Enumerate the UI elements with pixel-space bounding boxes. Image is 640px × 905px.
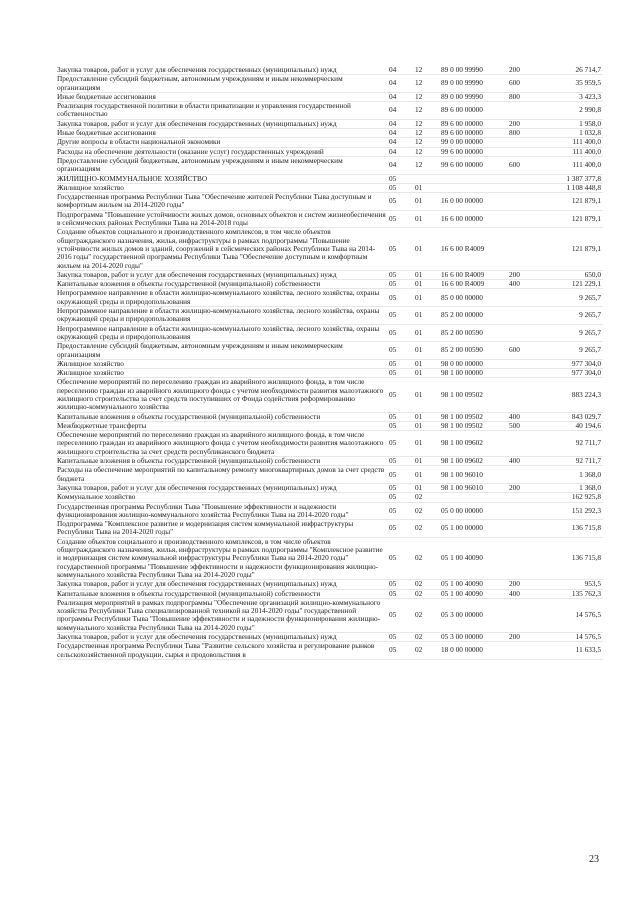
- row-amount: 121 879,1: [543, 210, 603, 228]
- row-target-article: 98 1 00 09502: [441, 421, 509, 430]
- row-target-article: 98 1 00 96010: [441, 483, 509, 492]
- table-row: [57, 342, 603, 360]
- row-section: 05: [389, 378, 415, 412]
- row-subsection: 12: [415, 119, 441, 128]
- row-target-article: 16 6 00 R4009: [441, 228, 509, 270]
- row-name: Капитальные вложения в объекты государственной (муниципальной) собственности: [57, 280, 389, 289]
- row-subsection: 01: [415, 369, 441, 378]
- row-amount: 1 387 377,8: [543, 174, 603, 183]
- row-subsection: 02: [415, 520, 441, 538]
- budget-table: [57, 66, 603, 660]
- row-expense-type: [509, 598, 543, 632]
- table-row: [57, 431, 603, 457]
- table-row: [57, 75, 603, 93]
- row-section: 05: [389, 520, 415, 538]
- row-expense-type: [509, 183, 543, 192]
- row-expense-type: [509, 537, 543, 579]
- row-name: Предоставление субсидий бюджетным, автономным учреждениям и иным некоммерческим организациям: [57, 342, 389, 360]
- row-name: Коммунальное хозяйство: [57, 493, 389, 502]
- row-expense-type: [509, 369, 543, 378]
- row-subsection: 01: [415, 193, 441, 211]
- row-target-article: 89 0 00 99990: [441, 75, 509, 93]
- row-section: 05: [389, 502, 415, 520]
- row-amount: 9 265,7: [543, 307, 603, 325]
- row-target-article: 16 6 00 R4009: [441, 280, 509, 289]
- row-expense-type: [509, 102, 543, 120]
- row-target-article: 05 3 00 00000: [441, 598, 509, 632]
- row-expense-type: 500: [509, 421, 543, 430]
- row-subsection: 01: [415, 421, 441, 430]
- row-name: Закупка товаров, работ и услуг для обеспечения государственных (муниципальных) нужд: [57, 119, 389, 128]
- row-target-article: 16 0 00 00000: [441, 193, 509, 211]
- row-amount: 111 400,0: [543, 138, 603, 147]
- row-amount: 1 368,0: [543, 483, 603, 492]
- row-expense-type: [509, 289, 543, 307]
- row-expense-type: [509, 359, 543, 368]
- row-amount: 162 925,8: [543, 493, 603, 502]
- row-amount: 111 400,0: [543, 147, 603, 156]
- table-row: [57, 193, 603, 211]
- row-expense-type: 200: [509, 66, 543, 75]
- row-amount: 136 715,8: [543, 520, 603, 538]
- row-name: Иные бюджетные ассигнования: [57, 129, 389, 138]
- row-subsection: 01: [415, 457, 441, 466]
- row-target-article: 98 1 00 09602: [441, 431, 509, 457]
- row-section: 05: [389, 270, 415, 279]
- row-target-article: 05 3 00 00000: [441, 633, 509, 642]
- table-row: [57, 537, 603, 579]
- table-row: [57, 210, 603, 228]
- row-expense-type: [509, 307, 543, 325]
- row-target-article: 05 1 00 00000: [441, 520, 509, 538]
- row-amount: 135 762,3: [543, 589, 603, 598]
- row-subsection: 12: [415, 147, 441, 156]
- row-name: Предоставление субсидий бюджетным, автономным учреждениям и иным некоммерческим организациям: [57, 75, 389, 93]
- row-target-article: 99 0 00 00000: [441, 138, 509, 147]
- row-name: Жилищное хозяйство: [57, 369, 389, 378]
- row-expense-type: 600: [509, 156, 543, 174]
- row-name: Обеспечение мероприятий по переселению граждан из аварийного жилищного фонда, в том числе переселению граждан из аварийного жилищного фонда с учетом необходимости развития малоэтажного жилищного строительства за счет средств республиканского бюджета: [57, 431, 389, 457]
- row-expense-type: 200: [509, 270, 543, 279]
- row-name: Капитальные вложения в объекты государственной (муниципальной) собственности: [57, 457, 389, 466]
- row-section: 05: [389, 174, 415, 183]
- row-expense-type: 200: [509, 633, 543, 642]
- row-subsection: 02: [415, 589, 441, 598]
- table-row: [57, 580, 603, 589]
- row-subsection: 01: [415, 183, 441, 192]
- row-target-article: 99 6 00 00000: [441, 156, 509, 174]
- row-section: 05: [389, 324, 415, 342]
- row-target-article: 99 6 00 00000: [441, 147, 509, 156]
- row-name: Закупка товаров, работ и услуг для обеспечения государственных (муниципальных) нужд: [57, 633, 389, 642]
- row-subsection: 01: [415, 483, 441, 492]
- row-section: 05: [389, 421, 415, 430]
- row-subsection: 01: [415, 307, 441, 325]
- row-name: ЖИЛИЩНО-КОММУНАЛЬНОЕ ХОЗЯЙСТВО: [57, 174, 389, 183]
- row-expense-type: [509, 642, 543, 660]
- row-target-article: 98 1 00 09502: [441, 378, 509, 412]
- table-row: [57, 289, 603, 307]
- row-subsection: 01: [415, 378, 441, 412]
- row-amount: 35 959,5: [543, 75, 603, 93]
- row-amount: 883 224,3: [543, 378, 603, 412]
- row-expense-type: 800: [509, 92, 543, 101]
- table-row: [57, 493, 603, 502]
- row-name: Иные бюджетные ассигнования: [57, 92, 389, 101]
- row-section: 05: [389, 598, 415, 632]
- row-section: 05: [389, 431, 415, 457]
- row-expense-type: 600: [509, 75, 543, 93]
- table-row: [57, 156, 603, 174]
- row-subsection: 12: [415, 156, 441, 174]
- table-row: [57, 598, 603, 632]
- row-name: Жилищное хозяйство: [57, 359, 389, 368]
- row-expense-type: [509, 378, 543, 412]
- row-section: 04: [389, 147, 415, 156]
- row-expense-type: 200: [509, 580, 543, 589]
- row-section: 05: [389, 633, 415, 642]
- row-target-article: 16 6 00 00000: [441, 210, 509, 228]
- row-amount: 40 194,6: [543, 421, 603, 430]
- row-amount: 11 633,5: [543, 642, 603, 660]
- row-section: 05: [389, 589, 415, 598]
- row-expense-type: [509, 431, 543, 457]
- row-amount: 9 265,7: [543, 324, 603, 342]
- row-section: 05: [389, 342, 415, 360]
- row-section: 04: [389, 156, 415, 174]
- table-row: [57, 642, 603, 660]
- row-subsection: 02: [415, 537, 441, 579]
- row-expense-type: 400: [509, 412, 543, 421]
- row-subsection: 02: [415, 642, 441, 660]
- row-expense-type: [509, 138, 543, 147]
- row-amount: 843 029,7: [543, 412, 603, 421]
- table-row: [57, 466, 603, 484]
- row-section: 05: [389, 493, 415, 502]
- row-expense-type: [509, 493, 543, 502]
- row-target-article: 85 2 00 00590: [441, 342, 509, 360]
- row-section: 05: [389, 537, 415, 579]
- row-section: 05: [389, 210, 415, 228]
- row-target-article: [441, 183, 509, 192]
- row-amount: 92 711,7: [543, 431, 603, 457]
- table-row: [57, 228, 603, 270]
- row-subsection: 02: [415, 633, 441, 642]
- row-target-article: 98 1 00 00000: [441, 369, 509, 378]
- row-subsection: [415, 174, 441, 183]
- row-expense-type: [509, 174, 543, 183]
- row-amount: 977 304,0: [543, 359, 603, 368]
- row-section: 04: [389, 102, 415, 120]
- row-target-article: 98 1 00 09602: [441, 457, 509, 466]
- row-target-article: 05 1 00 40090: [441, 537, 509, 579]
- row-subsection: 02: [415, 502, 441, 520]
- row-expense-type: 800: [509, 129, 543, 138]
- row-expense-type: [509, 520, 543, 538]
- row-target-article: 98 1 00 96010: [441, 466, 509, 484]
- row-target-article: 05 0 00 00000: [441, 502, 509, 520]
- row-amount: 14 576,5: [543, 598, 603, 632]
- row-target-article: 85 0 00 00000: [441, 289, 509, 307]
- row-name: Закупка товаров, работ и услуг для обеспечения государственных (муниципальных) нужд: [57, 580, 389, 589]
- row-section: 05: [389, 412, 415, 421]
- row-name: Государственная программа Республики Тыва "Повышение эффективности и надежности функционирования жилищно-коммунального хозяйства Республики Тыва на 2014-2020 годы": [57, 502, 389, 520]
- row-amount: 121 879,1: [543, 193, 603, 211]
- row-section: 05: [389, 289, 415, 307]
- row-amount: 92 711,7: [543, 457, 603, 466]
- row-name: Капитальные вложения в объекты государственной (муниципальной) собственности: [57, 589, 389, 598]
- row-target-article: 98 1 00 09502: [441, 412, 509, 421]
- row-name: Жилищное хозяйство: [57, 183, 389, 192]
- row-section: 05: [389, 280, 415, 289]
- row-expense-type: 400: [509, 280, 543, 289]
- row-name: Государственная программа Республики Тыва "Развитие сельского хозяйства и регулирование рынков сельскохозяйственной продукции, сырья и продовольствия в: [57, 642, 389, 660]
- row-amount: 3 423,3: [543, 92, 603, 101]
- row-section: 05: [389, 642, 415, 660]
- row-name: Подпрограмма "Повышение устойчивости жилых домов, основных объектов и систем жизнеобеспечения в сейсмических районах Республики Тыва на 2014-2018 годы: [57, 210, 389, 228]
- row-name: Предоставление субсидий бюджетным, автономным учреждениям и иным некоммерческим организациям: [57, 156, 389, 174]
- row-subsection: 01: [415, 412, 441, 421]
- table-row: [57, 174, 603, 183]
- row-name: Закупка товаров, работ и услуг для обеспечения государственных (муниципальных) нужд: [57, 483, 389, 492]
- row-subsection: 01: [415, 270, 441, 279]
- row-name: Закупка товаров, работ и услуг для обеспечения государственных (муниципальных) нужд: [57, 66, 389, 75]
- row-name: Подпрограмма "Комплексное развитие и модернизация систем коммунальной инфраструктуры Республики Тыва на 2014-2020 годы": [57, 520, 389, 538]
- table-row: [57, 102, 603, 120]
- row-expense-type: 200: [509, 483, 543, 492]
- row-subsection: 12: [415, 92, 441, 101]
- row-section: 04: [389, 66, 415, 75]
- table-row: [57, 502, 603, 520]
- row-name: Другие вопросы в области национальной экономики: [57, 138, 389, 147]
- row-target-article: 89 6 00 00000: [441, 129, 509, 138]
- row-target-article: 98 0 00 00000: [441, 359, 509, 368]
- row-amount: 1 032,8: [543, 129, 603, 138]
- row-target-article: 18 0 00 00000: [441, 642, 509, 660]
- row-section: 05: [389, 228, 415, 270]
- row-subsection: 01: [415, 342, 441, 360]
- table-row: [57, 378, 603, 412]
- row-target-article: 89 6 00 00000: [441, 119, 509, 128]
- row-name: Государственная программа Республики Тыва "Обеспечение жителей Республики Тыва доступным и комфортным жильем на 2014-2020 годы": [57, 193, 389, 211]
- row-target-article: 89 0 00 99990: [441, 66, 509, 75]
- row-amount: 151 292,3: [543, 502, 603, 520]
- row-section: 04: [389, 75, 415, 93]
- row-name: Расходы на обеспечение деятельности (оказание услуг) государственных учреждений: [57, 147, 389, 156]
- budget-table-body: [57, 66, 603, 659]
- row-amount: 1 368,0: [543, 466, 603, 484]
- row-target-article: 89 6 00 00000: [441, 102, 509, 120]
- row-name: Создание объектов социального и производственного комплексов, в том числе объектов общегражданского назначения, жилья, инфраструктуры в рамках подпрограммы "Комплексное развитие и модернизация систем коммунальной инфраструктуры Республики Тыва на 2014-2020 годы" государственной программы "Повышение эффективности и надежности функционирования жилищно-коммунального хозяйства Республики Тыва на 2014-2020 годы": [57, 537, 389, 579]
- row-section: 04: [389, 129, 415, 138]
- row-subsection: 12: [415, 129, 441, 138]
- row-target-article: 05 1 00 40090: [441, 589, 509, 598]
- row-section: 04: [389, 119, 415, 128]
- row-section: 04: [389, 138, 415, 147]
- row-section: 05: [389, 307, 415, 325]
- row-expense-type: [509, 466, 543, 484]
- row-subsection: 01: [415, 324, 441, 342]
- row-section: 05: [389, 369, 415, 378]
- row-amount: 953,5: [543, 580, 603, 589]
- row-expense-type: [509, 324, 543, 342]
- table-row: [57, 483, 603, 492]
- row-amount: 977 304,0: [543, 369, 603, 378]
- row-target-article: 05 1 00 40090: [441, 580, 509, 589]
- row-amount: 14 576,5: [543, 633, 603, 642]
- row-amount: 121 229,1: [543, 280, 603, 289]
- row-subsection: 02: [415, 598, 441, 632]
- row-section: 05: [389, 580, 415, 589]
- row-name: Создание объектов социального и производственного комплексов, в том числе объектов общегражданского назначения, жилья, инфраструктуры в рамках подпрограммы "Повышение устойчивости жилых домов и зданий, сооружений в сейсмических районах Республики Тыва на 2014-2016 годы" государственной программы Республики Тыва "Обеспечение доступным и комфортным жильем на 2014-2020 годы": [57, 228, 389, 270]
- row-expense-type: [509, 228, 543, 270]
- row-target-article: 16 6 00 R4009: [441, 270, 509, 279]
- row-expense-type: 400: [509, 457, 543, 466]
- table-row: [57, 138, 603, 147]
- row-name: Межбюджетные трансферты: [57, 421, 389, 430]
- row-name: Непрограммное направление в области жилищно-коммунального хозяйства, лесного хозяйства, охраны окружающей среды и природопользования: [57, 324, 389, 342]
- row-section: 05: [389, 183, 415, 192]
- row-amount: 1 108 448,8: [543, 183, 603, 192]
- row-target-article: [441, 493, 509, 502]
- row-expense-type: 200: [509, 119, 543, 128]
- table-row: [57, 324, 603, 342]
- row-amount: 111 400,0: [543, 156, 603, 174]
- row-section: 05: [389, 359, 415, 368]
- row-amount: 26 714,7: [543, 66, 603, 75]
- row-subsection: 01: [415, 280, 441, 289]
- row-expense-type: 400: [509, 589, 543, 598]
- row-expense-type: [509, 210, 543, 228]
- row-amount: 121 879,1: [543, 228, 603, 270]
- row-amount: 136 715,8: [543, 537, 603, 579]
- row-amount: 1 958,0: [543, 119, 603, 128]
- row-subsection: 01: [415, 289, 441, 307]
- row-subsection: 12: [415, 138, 441, 147]
- row-subsection: 01: [415, 228, 441, 270]
- row-expense-type: [509, 193, 543, 211]
- row-target-article: 85 2 00 00590: [441, 324, 509, 342]
- table-row: [57, 520, 603, 538]
- table-row: [57, 412, 603, 421]
- row-expense-type: 600: [509, 342, 543, 360]
- row-expense-type: [509, 147, 543, 156]
- row-name: Непрограммное направление в области жилищно-коммунального хозяйства, лесного хозяйства, охраны окружающей среды и природопользования: [57, 289, 389, 307]
- row-name: Капитальные вложения в объекты государственной (муниципальной) собственности: [57, 412, 389, 421]
- row-subsection: 02: [415, 493, 441, 502]
- table-row: [57, 359, 603, 368]
- row-amount: 2 990,8: [543, 102, 603, 120]
- row-section: 05: [389, 457, 415, 466]
- row-expense-type: [509, 502, 543, 520]
- row-subsection: 01: [415, 359, 441, 368]
- row-target-article: [441, 174, 509, 183]
- row-section: 05: [389, 483, 415, 492]
- row-name: Расходы на обеспечение мероприятий по капитальному ремонту многоквартирных домов за счет средств бюджета: [57, 466, 389, 484]
- row-subsection: 12: [415, 75, 441, 93]
- row-amount: 650,0: [543, 270, 603, 279]
- row-section: 05: [389, 193, 415, 211]
- row-amount: 9 265,7: [543, 342, 603, 360]
- row-subsection: 01: [415, 431, 441, 457]
- row-target-article: 89 0 00 99990: [441, 92, 509, 101]
- row-name: Обеспечение мероприятий по переселению граждан из аварийного жилищного фонда, в том числе переселению граждан из аварийного жилищного фонда с учетом необходимости развития малоэтажного жилищного строительства за счет средств поступивших от Фонда содействия реформированию жилищно-коммунального хозяйства: [57, 378, 389, 412]
- row-subsection: 12: [415, 66, 441, 75]
- row-name: Реализация мероприятий в рамках подпрограммы "Обеспечение организаций жилищно-коммунального хозяйства Республики Тыва специализированной техникой на 2014-2020 годы" государственной программы Республики Тыва "Повышение эффективности и надежности функционирования жилищно-коммунального хозяйства Республики Тыва на 2014-2020 годы": [57, 598, 389, 632]
- row-section: 05: [389, 466, 415, 484]
- row-subsection: 01: [415, 466, 441, 484]
- row-name: Реализация государственной политики в области приватизации и управления государственной собственностью: [57, 102, 389, 120]
- row-section: 04: [389, 92, 415, 101]
- table-row: [57, 307, 603, 325]
- row-amount: 9 265,7: [543, 289, 603, 307]
- row-subsection: 02: [415, 580, 441, 589]
- row-target-article: 85 2 00 00000: [441, 307, 509, 325]
- row-subsection: 12: [415, 102, 441, 120]
- row-name: Непрограммное направление в области жилищно-коммунального хозяйства, лесного хозяйства, охраны окружающей среды и природопользования: [57, 307, 389, 325]
- row-subsection: 01: [415, 210, 441, 228]
- table-row: [57, 589, 603, 598]
- page-number: 23: [589, 854, 599, 865]
- row-name: Закупка товаров, работ и услуг для обеспечения государственных (муниципальных) нужд: [57, 270, 389, 279]
